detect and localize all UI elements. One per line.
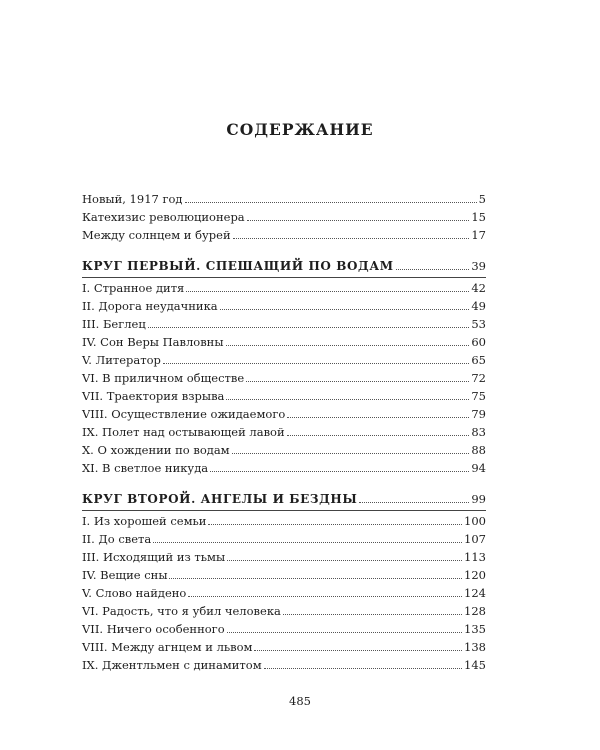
toc-entry [82, 564, 486, 582]
toc-page-number: 60 [471, 335, 486, 349]
part-heading [82, 255, 486, 273]
toc-entry [82, 600, 486, 618]
toc-entry [82, 654, 486, 672]
dot-leader [226, 345, 470, 346]
toc-title: VII. Траектория взрыва [82, 389, 225, 403]
dot-leader [210, 471, 469, 472]
toc-title: IX. Джентльмен с динамитом [82, 658, 262, 672]
toc-entry [82, 546, 486, 564]
dot-leader [233, 238, 470, 239]
toc-title: II. Дорога неудачника [82, 299, 218, 313]
dot-leader [283, 614, 462, 615]
toc-title: КРУГ ПЕРВЫЙ. СПЕШАЩИЙ ПО ВОДАМ [82, 259, 394, 273]
toc-entry [82, 313, 486, 331]
toc-entry [82, 224, 486, 242]
dot-leader [220, 309, 470, 310]
dot-leader [396, 269, 470, 270]
toc-entry [82, 528, 486, 546]
toc-title: IV. Вещие сны [82, 568, 168, 582]
dot-leader [186, 291, 469, 292]
toc-title: Между солнцем и бурей [82, 228, 231, 242]
toc-title: IX. Полет над остывающей лавой [82, 425, 285, 439]
dot-leader [227, 560, 462, 561]
dot-leader [287, 417, 469, 418]
dot-leader [169, 578, 462, 579]
part-heading [82, 488, 486, 506]
page-title: СОДЕРЖАНИЕ [226, 120, 374, 139]
toc-title: VIII. Между агнцем и львом [82, 640, 253, 654]
toc-entry [82, 510, 486, 528]
dot-leader [287, 435, 470, 436]
toc-page-number: 113 [464, 550, 486, 564]
toc-page-number: 17 [471, 228, 486, 242]
toc-title: Новый, 1917 год [82, 192, 183, 206]
toc-page-number: 100 [464, 514, 486, 528]
toc-page-number: 75 [471, 389, 486, 403]
toc-title: X. О хождении по водам [82, 443, 230, 457]
dot-leader [359, 502, 469, 503]
toc-entry [82, 188, 486, 206]
toc-title: I. Странное дитя [82, 281, 185, 295]
toc-title: XI. В светлое никуда [82, 461, 209, 475]
dot-leader [254, 650, 462, 651]
toc-page-number: 79 [471, 407, 486, 421]
toc-page-number: 72 [471, 371, 486, 385]
dot-leader [153, 542, 462, 543]
dot-leader [227, 632, 462, 633]
toc-title: III. Исходящий из тьмы [82, 550, 226, 564]
toc-entry [82, 421, 486, 439]
toc-title: VI. В приличном обществе [82, 371, 245, 385]
dot-leader [247, 220, 470, 221]
toc-entry [82, 636, 486, 654]
dot-leader [264, 668, 462, 669]
toc-title: I. Из хорошей семьи [82, 514, 207, 528]
toc-page-number: 39 [471, 259, 486, 273]
toc-page-number: 99 [471, 492, 486, 506]
dot-leader [185, 202, 477, 203]
toc-title: Катехизис революционера [82, 210, 245, 224]
toc-entry [82, 618, 486, 636]
toc-entry [82, 457, 486, 475]
toc-page-number: 15 [471, 210, 486, 224]
toc-entry [82, 331, 486, 349]
toc-entry [82, 277, 486, 295]
toc-title: VI. Радость, что я убил человека [82, 604, 281, 618]
toc-entry [82, 349, 486, 367]
dot-leader [232, 453, 470, 454]
dot-leader [208, 524, 462, 525]
dot-leader [226, 399, 469, 400]
dot-leader [163, 363, 469, 364]
toc-page-number: 128 [464, 604, 486, 618]
toc-page-number: 124 [464, 586, 486, 600]
toc-page-number: 145 [464, 658, 486, 672]
toc-title: III. Беглец [82, 317, 146, 331]
toc-page-number: 120 [464, 568, 486, 582]
toc-title: IV. Сон Веры Павловны [82, 335, 224, 349]
toc-entry [82, 385, 486, 403]
toc-page-number: 94 [471, 461, 486, 475]
toc-entry [82, 439, 486, 457]
toc-entry [82, 367, 486, 385]
toc-title: КРУГ ВТОРОЙ. АНГЕЛЫ И БЕЗДНЫ [82, 492, 358, 506]
toc-entry [82, 403, 486, 421]
toc-page-number: 53 [471, 317, 486, 331]
dot-leader [148, 327, 470, 328]
toc-page-number: 83 [471, 425, 486, 439]
toc-title: V. Литератор [82, 353, 161, 367]
toc-page-number: 65 [471, 353, 486, 367]
toc-entry [82, 295, 486, 313]
toc-title: V. Слово найдено [82, 586, 187, 600]
toc-page-number: 138 [464, 640, 486, 654]
toc-title: II. До света [82, 532, 152, 546]
toc-page-number: 42 [471, 281, 486, 295]
dot-leader [246, 381, 469, 382]
toc-entry [82, 582, 486, 600]
toc-page-number: 5 [478, 192, 486, 206]
toc-title: VIII. Осуществление ожидаемого [82, 407, 286, 421]
toc-title: VII. Ничего особенного [82, 622, 225, 636]
dot-leader [188, 596, 462, 597]
toc-page-number: 49 [471, 299, 486, 313]
page-number: 485 [289, 694, 311, 708]
toc-page-number: 107 [464, 532, 486, 546]
toc-page-number: 135 [464, 622, 486, 636]
toc-page-number: 88 [471, 443, 486, 457]
toc-entry [82, 206, 486, 224]
